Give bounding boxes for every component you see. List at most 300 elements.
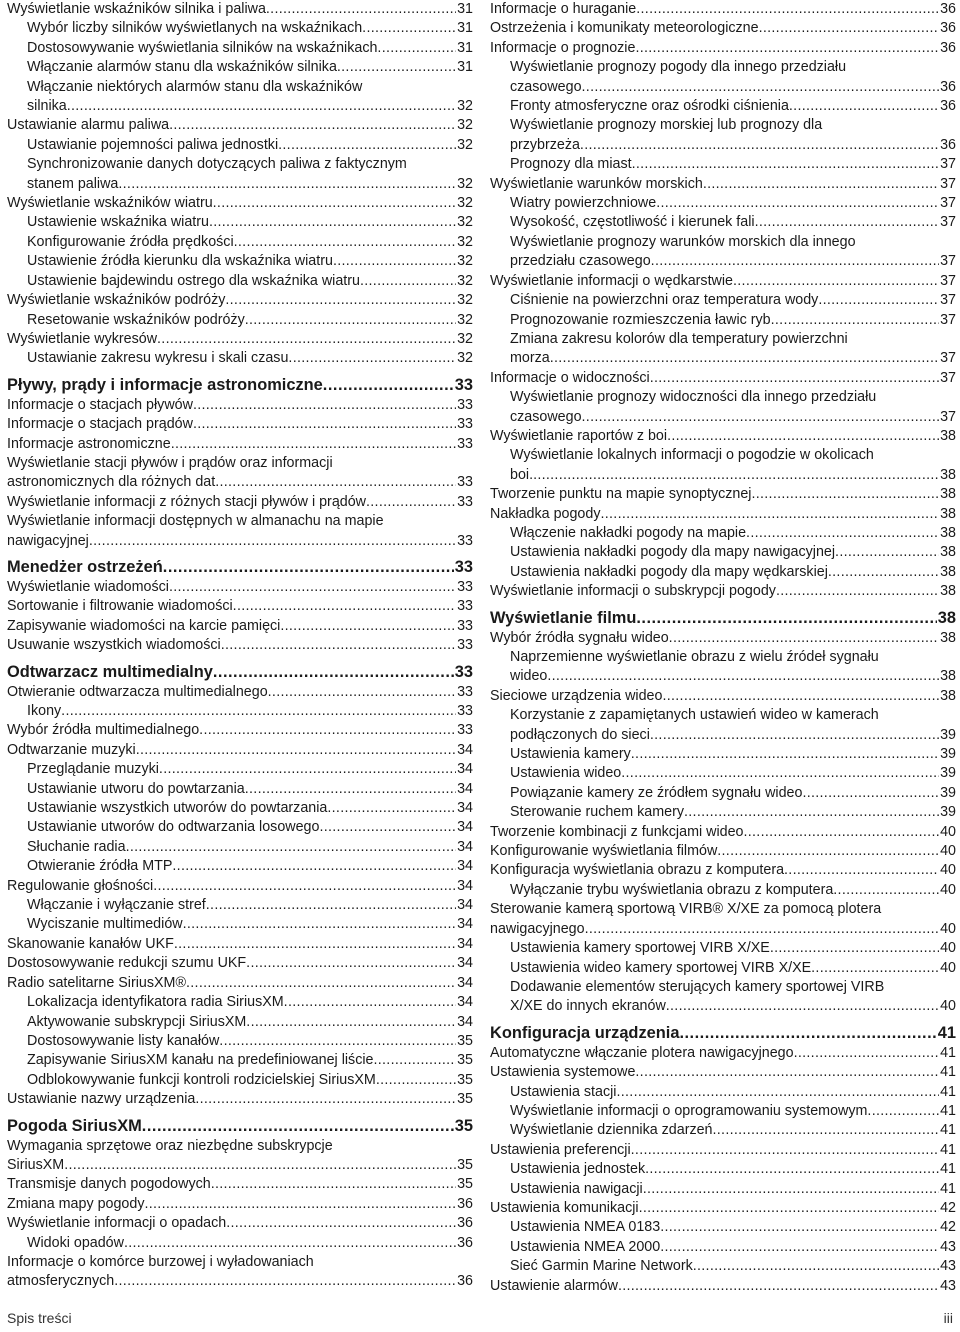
dot-leader (284, 993, 456, 1012)
toc-entry-text: Konfiguracja urządzenia (490, 1023, 680, 1042)
dot-leader (669, 629, 939, 648)
toc-entry[interactable] (490, 543, 956, 562)
toc-entry-text: X/XE do innych ekranów (510, 998, 666, 1015)
toc-section-heading[interactable] (7, 661, 473, 683)
toc-entry-text: Ustawienie bajdewindu ostrego dla wskaźnika wiatru (27, 272, 360, 289)
dot-leader (828, 563, 939, 582)
toc-entry[interactable] (7, 636, 473, 655)
toc-entry[interactable] (7, 435, 473, 454)
toc-entry-text: Ustawianie utworów do odtwarzania losowego (27, 819, 320, 836)
toc-entry[interactable] (7, 0, 473, 19)
toc-entry-text: Wyświetlanie warunków morskich (490, 175, 703, 192)
toc-entry[interactable] (7, 311, 473, 330)
toc-entry-text: Wyłączanie trybu wyświetlania obrazu z komputera (510, 881, 834, 898)
toc-page-number: 32 (457, 136, 473, 153)
toc-entry[interactable] (490, 745, 956, 764)
toc-page-number: 32 (457, 214, 473, 231)
dot-leader (632, 155, 940, 174)
toc-page-number: 38 (940, 427, 956, 444)
toc-page-number: 41 (940, 1044, 956, 1061)
toc-entry-text: Wyświetlanie filmu (490, 608, 637, 627)
toc-page-number: 34 (457, 877, 473, 894)
toc-page-number: 39 (940, 804, 956, 821)
dot-leader (268, 683, 456, 702)
toc-entry-text: Przeglądanie muzyki (27, 761, 159, 778)
dot-leader (693, 1257, 939, 1276)
toc-entry-text: Ustawianie alarmu paliwa (7, 117, 170, 134)
toc-entry[interactable] (490, 629, 956, 648)
toc-entry[interactable] (490, 900, 956, 939)
toc-entry[interactable] (490, 1257, 956, 1276)
toc-entry-text: Informacje o stacjach pływów (7, 396, 193, 413)
toc-entry-text: Ustawienie alarmów (490, 1277, 618, 1294)
dot-leader (776, 582, 939, 601)
toc-entry[interactable] (7, 19, 473, 38)
toc-entry[interactable] (490, 1277, 956, 1296)
toc-entry[interactable] (490, 842, 956, 861)
toc-entry-text: Naprzemienne wyświetlanie obrazu z wielu źródeł sygnału (510, 649, 879, 665)
toc-entry[interactable] (7, 721, 473, 740)
toc-entry-text: Ustawienia kamery (510, 746, 631, 763)
toc-entry[interactable] (490, 39, 956, 58)
toc-page-number: 38 (940, 583, 956, 600)
toc-column-left (7, 0, 473, 1292)
toc-entry-text: Wysokość, częstotliwość i kierunek fali (510, 214, 755, 231)
toc-section-heading[interactable] (490, 1022, 956, 1044)
footer-page-number: iii (943, 1310, 953, 1326)
toc-entry[interactable] (7, 39, 473, 58)
toc-column-right (490, 0, 956, 1296)
toc-page-number: 38 (940, 505, 956, 522)
toc-entry[interactable] (7, 1253, 473, 1292)
toc-page-number: 36 (940, 1, 956, 17)
toc-entry-text: Włączanie alarmów stanu dla wskaźników silnika (27, 59, 337, 76)
toc-entry[interactable] (7, 702, 473, 721)
dot-leader (169, 578, 456, 597)
dot-leader (645, 1160, 939, 1179)
toc-entry[interactable] (490, 861, 956, 880)
toc-page-number: 32 (457, 117, 473, 134)
toc-entry[interactable] (7, 78, 473, 117)
toc-section-heading[interactable] (7, 374, 473, 396)
dot-leader (327, 799, 456, 818)
toc-entry[interactable] (7, 1051, 473, 1070)
toc-entry[interactable] (7, 818, 473, 837)
dot-leader (660, 1238, 939, 1257)
toc-entry[interactable] (490, 1238, 956, 1257)
toc-entry[interactable] (7, 857, 473, 876)
toc-page-number: 40 (940, 998, 956, 1015)
toc-entry[interactable] (7, 58, 473, 77)
toc-entry[interactable] (7, 1137, 473, 1176)
toc-entry-text: Wyświetlanie informacji o oprogramowaniu systemowym (510, 1102, 868, 1119)
dot-leader (114, 1272, 456, 1291)
toc-entry[interactable] (490, 1102, 956, 1121)
toc-entry-text: Aktywowanie subskrypcji SiriusXM (27, 1013, 247, 1030)
toc-entry-text: Wyświetlanie wskaźników silnika i paliwa (7, 1, 266, 17)
dot-leader (650, 369, 939, 388)
dot-leader (159, 760, 456, 779)
toc-page-number: 38 (937, 608, 956, 627)
toc-entry[interactable] (7, 760, 473, 779)
toc-entry[interactable] (490, 978, 956, 1017)
toc-page-number: 33 (457, 617, 473, 634)
toc-page-number: 36 (940, 136, 956, 153)
toc-entry[interactable] (7, 1090, 473, 1109)
toc-entry-text: Widoki opadów (27, 1234, 124, 1251)
toc-page-number: 36 (940, 20, 956, 37)
toc-entry[interactable] (7, 1071, 473, 1090)
toc-entry[interactable] (7, 838, 473, 857)
toc-page-number: 32 (457, 350, 473, 367)
toc-page-number: 41 (937, 1023, 956, 1042)
toc-section-heading[interactable] (7, 1115, 473, 1137)
toc-entry-text: czasowego (510, 408, 582, 425)
toc-entry-text: Wyświetlanie wskaźników wiatru (7, 195, 213, 212)
toc-page-number: 34 (457, 935, 473, 952)
toc-entry[interactable] (490, 369, 956, 388)
dot-leader (172, 857, 456, 876)
toc-entry[interactable] (7, 578, 473, 597)
dot-leader (64, 1156, 456, 1175)
toc-entry[interactable] (7, 155, 473, 194)
toc-page-number: 34 (457, 800, 473, 817)
toc-entry[interactable] (490, 505, 956, 524)
toc-entry-text: Informacje o huraganie (490, 1, 637, 17)
toc-entry[interactable] (490, 764, 956, 783)
toc-entry[interactable] (490, 582, 956, 601)
toc-entry-text: Odtwarzacz multimedialny (7, 662, 213, 681)
dot-leader (636, 0, 939, 19)
dot-leader (377, 39, 456, 58)
toc-entry[interactable] (490, 116, 956, 155)
toc-entry[interactable] (490, 213, 956, 232)
dot-leader (667, 427, 939, 446)
toc-entry[interactable] (7, 780, 473, 799)
toc-entry-text: Lokalizacja identyfikatora radia SiriusXM (27, 994, 284, 1011)
toc-page-number: 36 (940, 39, 956, 56)
toc-entry[interactable] (490, 1160, 956, 1179)
dot-leader (373, 1051, 456, 1070)
toc-entry[interactable] (490, 0, 956, 19)
toc-entry[interactable] (7, 993, 473, 1012)
toc-entry-text: Informacje o prognozie (490, 39, 636, 56)
toc-page-number: 40 (940, 843, 956, 860)
toc-entry-text: Ustawianie nazwy urządzenia (7, 1091, 196, 1108)
toc-entry-text: Wyświetlanie informacji o wędkarstwie (490, 272, 733, 289)
toc-page-number: 40 (940, 940, 956, 957)
dot-leader (245, 311, 456, 330)
toc-entry-text: Wyświetlanie informacji o subskrypcji pogody (490, 583, 776, 600)
toc-entry[interactable] (490, 97, 956, 116)
toc-entry-text: Wyświetlanie informacji o opadach (7, 1215, 227, 1232)
toc-entry-text: Ustawienia komunikacji (490, 1199, 639, 1216)
toc-entry[interactable] (490, 648, 956, 687)
toc-entry[interactable] (490, 563, 956, 582)
toc-entry[interactable] (7, 1195, 473, 1214)
toc-entry[interactable] (490, 784, 956, 803)
dot-leader (759, 19, 940, 38)
dot-leader (662, 687, 939, 706)
toc-entry[interactable] (7, 136, 473, 155)
dot-leader (221, 636, 456, 655)
toc-entry-text: Wyświetlanie informacji dostępnych w almanachu na mapie (7, 513, 384, 530)
toc-entry-text: Wyświetlanie informacji z różnych stacji pływów i prądów (7, 493, 366, 510)
dot-leader (169, 116, 456, 135)
toc-page-number: 33 (457, 637, 473, 654)
dot-leader (157, 330, 456, 349)
dot-leader (631, 745, 939, 764)
toc-page-number: 37 (940, 350, 956, 367)
dot-leader (713, 1121, 940, 1140)
dot-leader (643, 1180, 939, 1199)
toc-entry-text: Wyświetlanie wykresów (7, 330, 158, 347)
toc-page-number: 32 (457, 272, 473, 289)
toc-entry-text: Synchronizowanie danych dotyczących paliwa z faktycznym (27, 156, 407, 173)
toc-entry-text: Wyciszanie multimediów (27, 916, 183, 933)
toc-entry[interactable] (490, 823, 956, 842)
toc-entry[interactable] (7, 213, 473, 232)
toc-entry-text: Transmisje danych pogodowych (7, 1176, 211, 1193)
toc-entry[interactable] (7, 617, 473, 636)
toc-page-number: 41 (940, 1064, 956, 1081)
toc-entry[interactable] (7, 330, 473, 349)
toc-entry[interactable] (490, 524, 956, 543)
toc-entry[interactable] (7, 954, 473, 973)
toc-entry-text: Konfiguracja wyświetlania obrazu z komputera (490, 862, 785, 879)
dot-leader (636, 607, 936, 629)
dot-leader (867, 1102, 939, 1121)
dot-leader (215, 473, 456, 492)
toc-entry[interactable] (490, 175, 956, 194)
toc-page-number: 41 (940, 1141, 956, 1158)
dot-leader (195, 1090, 456, 1109)
toc-entry[interactable] (7, 252, 473, 271)
toc-entry[interactable] (490, 1083, 956, 1102)
toc-entry[interactable] (7, 1214, 473, 1233)
toc-entry-text: Wyświetlanie stacji pływów i prądów oraz informacji (7, 454, 333, 471)
dot-leader (144, 1195, 456, 1214)
toc-entry[interactable] (490, 446, 956, 485)
toc-entry[interactable] (490, 19, 956, 38)
toc-entry[interactable] (7, 272, 473, 291)
toc-entry-text: Ostrzeżenia i komunikaty meteorologiczne (490, 20, 759, 37)
dot-leader (600, 505, 939, 524)
toc-entry[interactable] (7, 1175, 473, 1194)
toc-entry-text: Sieć Garmin Marine Network (510, 1258, 693, 1275)
toc-page-number: 35 (454, 1116, 473, 1135)
dot-leader (802, 784, 939, 803)
toc-entry-text: Ustawienia nakładki pogody dla mapy nawigacyjnej (510, 544, 836, 561)
toc-page-number: 33 (454, 662, 473, 681)
toc-page-number: 31 (457, 20, 473, 37)
toc-page-number: 36 (940, 78, 956, 95)
toc-entry-text: Słuchanie radia (27, 838, 126, 855)
toc-entry[interactable] (490, 233, 956, 272)
dot-leader (337, 58, 456, 77)
toc-entry[interactable] (7, 896, 473, 915)
toc-entry[interactable] (7, 493, 473, 512)
toc-entry[interactable] (490, 485, 956, 504)
toc-entry[interactable] (490, 330, 956, 369)
toc-page-number: 40 (940, 881, 956, 898)
dot-leader (193, 415, 456, 434)
toc-entry-text: stanem paliwa (27, 175, 119, 192)
toc-entry[interactable] (490, 1044, 956, 1063)
toc-entry[interactable] (490, 1063, 956, 1082)
toc-entry-text: Wyświetlanie prognozy pogody dla innego przedziału (510, 59, 847, 76)
toc-entry[interactable] (7, 915, 473, 934)
toc-entry[interactable] (490, 388, 956, 427)
toc-page-number: 32 (457, 330, 473, 347)
toc-entry[interactable] (490, 1180, 956, 1199)
toc-entry[interactable] (490, 1199, 956, 1218)
toc-entry[interactable] (7, 974, 473, 993)
toc-entry[interactable] (7, 194, 473, 213)
toc-entry[interactable] (7, 291, 473, 310)
toc-entry[interactable] (490, 427, 956, 446)
toc-entry-text: Odtwarzanie muzyki (7, 741, 136, 758)
toc-section-heading[interactable] (490, 607, 956, 629)
toc-entry[interactable] (490, 881, 956, 900)
toc-page-number: 38 (940, 629, 956, 646)
toc-entry-text: silnika (27, 98, 67, 115)
toc-entry-text: przedziału czasowego (510, 253, 651, 270)
dot-leader (376, 1071, 456, 1090)
toc-entry-text: Wybór liczby silników wyświetlanych na wskaźnikach (27, 20, 363, 37)
toc-entry-text: Ustawianie zakresu wykresu i skali czasu (27, 350, 289, 367)
toc-entry[interactable] (490, 1141, 956, 1160)
dot-leader (618, 1277, 939, 1296)
toc-entry-text: Regulowanie głośności (7, 877, 154, 894)
toc-entry-text: Ciśnienie na powierzchni oraz temperatura wody (510, 292, 819, 309)
toc-entry[interactable] (490, 1121, 956, 1140)
toc-entry-text: nawigacyjnej (7, 532, 89, 549)
dot-leader (743, 823, 939, 842)
dot-leader (67, 97, 456, 116)
toc-page-number: 37 (940, 156, 956, 173)
toc-entry[interactable] (490, 194, 956, 213)
toc-entry[interactable] (490, 1218, 956, 1237)
toc-entry-text: Dostosowywanie redukcji szumu UKF (7, 955, 247, 972)
toc-entry-text: Sortowanie i filtrowanie wiadomości (7, 598, 233, 615)
toc-entry[interactable] (7, 233, 473, 252)
toc-page-number: 38 (940, 544, 956, 561)
dot-leader (784, 861, 939, 880)
toc-entry[interactable] (7, 454, 473, 493)
toc-entry[interactable] (490, 155, 956, 174)
toc-page-number: 33 (457, 493, 473, 510)
toc-entry-text: Konfigurowanie wyświetlania filmów (490, 843, 718, 860)
toc-entry-text: Dostosowywanie listy kanałów (27, 1032, 220, 1049)
toc-page-number: 33 (457, 396, 473, 413)
toc-entry-text: Wiatry powierzchniowe (510, 195, 657, 212)
toc-entry-text: Zapisywanie wiadomości na karcie pamięci (7, 617, 281, 634)
toc-entry-text: Ustawienia nakładki pogody dla mapy wędkarskiej (510, 563, 828, 580)
toc-page-number: 39 (940, 765, 956, 782)
toc-entry[interactable] (490, 272, 956, 291)
toc-page-number: 41 (940, 1161, 956, 1178)
toc-page-number: 33 (457, 474, 473, 491)
dot-leader (153, 877, 456, 896)
toc-entry-text: Usuwanie wszystkich wiadomości (7, 637, 221, 654)
toc-entry[interactable] (490, 58, 956, 97)
toc-entry[interactable] (490, 291, 956, 310)
dot-leader (733, 272, 939, 291)
toc-entry-text: Ustawienia stacji (510, 1083, 617, 1100)
toc-page-number: 34 (457, 1013, 473, 1030)
toc-page-number: 36 (457, 1234, 473, 1251)
toc-entry-text: Tworzenie punktu na mapie synoptycznej (490, 486, 752, 503)
toc-section-heading[interactable] (7, 556, 473, 578)
toc-entry[interactable] (7, 512, 473, 551)
toc-entry-text: Włączanie i wyłączanie stref (27, 897, 206, 914)
toc-entry[interactable] (490, 706, 956, 745)
toc-entry[interactable] (7, 597, 473, 616)
toc-entry[interactable] (7, 396, 473, 415)
toc-page-number: 37 (940, 175, 956, 192)
toc-entry[interactable] (7, 683, 473, 702)
dot-leader (833, 881, 939, 900)
toc-entry-text: czasowego (510, 78, 582, 95)
dot-leader (639, 1199, 940, 1218)
toc-entry[interactable] (7, 1013, 473, 1032)
toc-page-number: 33 (454, 557, 473, 576)
toc-entry[interactable] (7, 1032, 473, 1051)
toc-page-number: 37 (940, 369, 956, 386)
toc-page-number: 33 (457, 598, 473, 615)
toc-entry-text: Ustawienia NMEA 0183 (510, 1219, 661, 1236)
dot-leader (213, 661, 454, 683)
toc-entry-text: Automatyczne włączanie plotera nawigacyjnego (490, 1044, 794, 1061)
toc-entry[interactable] (7, 877, 473, 896)
toc-entry-text: Zmiana zakresu kolorów dla temperatury powierzchni (510, 330, 848, 347)
toc-entry-text: Informacje astronomiczne (7, 435, 171, 452)
toc-entry[interactable] (490, 311, 956, 330)
toc-entry[interactable] (490, 939, 956, 958)
toc-page-number: 34 (457, 741, 473, 758)
dot-leader (585, 920, 940, 939)
dot-leader (771, 311, 939, 330)
toc-entry[interactable] (7, 415, 473, 434)
toc-entry[interactable] (7, 1234, 473, 1253)
toc-page-number: 37 (940, 292, 956, 309)
toc-entry[interactable] (490, 687, 956, 706)
dot-leader (183, 915, 457, 934)
dot-leader (811, 959, 939, 978)
toc-page-number: 34 (457, 761, 473, 778)
dot-leader (206, 896, 456, 915)
toc-entry-text: Sieciowe urządzenia wideo (490, 687, 663, 704)
toc-entry[interactable] (490, 959, 956, 978)
toc-entry-text: Zmiana mapy pogody (7, 1195, 145, 1212)
toc-entry-text: Otwieranie odtwarzacza multimedialnego (7, 683, 268, 700)
toc-entry[interactable] (7, 935, 473, 954)
toc-page-number: 33 (454, 375, 473, 394)
dot-leader (794, 1044, 940, 1063)
toc-page-number: 34 (457, 994, 473, 1011)
toc-entry-text: przybrzeża (510, 136, 580, 153)
toc-page-number: 32 (457, 98, 473, 115)
toc-entry[interactable] (7, 349, 473, 368)
dot-leader (245, 780, 456, 799)
toc-entry[interactable] (7, 116, 473, 135)
toc-entry[interactable] (7, 799, 473, 818)
toc-entry[interactable] (7, 741, 473, 760)
toc-page-number: 36 (457, 1273, 473, 1290)
toc-page-number: 33 (457, 416, 473, 433)
toc-entry[interactable] (490, 803, 956, 822)
